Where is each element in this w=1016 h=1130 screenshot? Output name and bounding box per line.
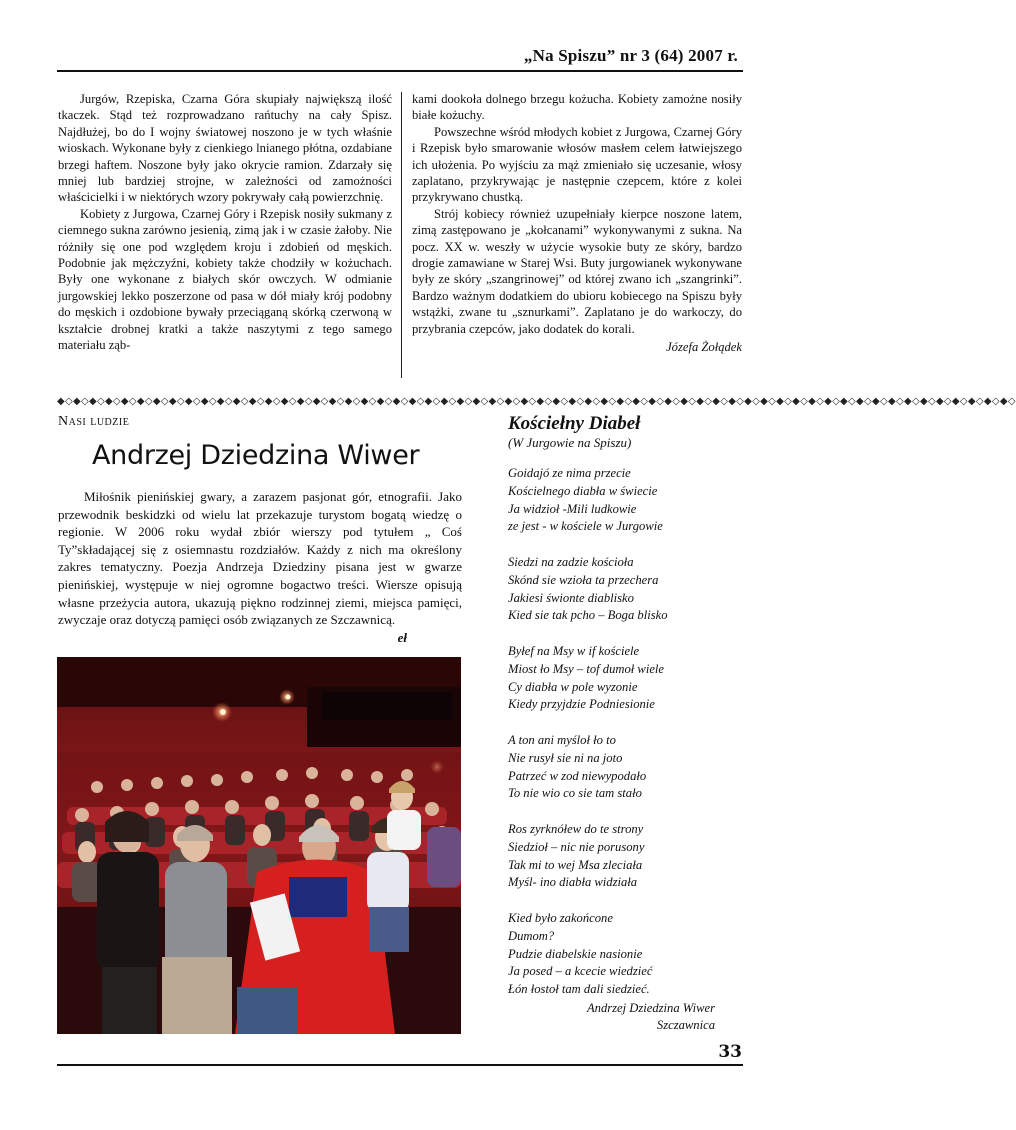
poem-author: Andrzej Dziedzina Wiwer xyxy=(586,1000,715,1015)
section-label: Nasi ludzie xyxy=(58,414,130,429)
article-initials: eł xyxy=(397,629,407,645)
poem-line: Myśl- ino diabła widziała xyxy=(508,875,638,890)
poem-line: Ja widzioł -Mili ludkowie xyxy=(508,501,637,516)
poem-line: Kied było zakońcone xyxy=(508,910,613,925)
poem-stanza xyxy=(508,910,743,999)
poem-line: Pudzie diabelskie nasionie xyxy=(508,946,643,961)
poem xyxy=(508,413,743,1034)
article-signature: Józefa Żołądek xyxy=(666,340,742,355)
poem-line: ze jest - w kościele w Jurgowie xyxy=(508,519,663,534)
column-separator xyxy=(401,92,402,378)
poem-stanza xyxy=(508,465,743,536)
poem-line: Siedzioł – nic nie porusony xyxy=(508,839,645,854)
poem-line: Jakiesi świonte diablisko xyxy=(508,590,634,605)
article-text: Miłośnik pienińskiej gwary, a zarazem pasjonat gór, etnografii. Jako przewodnik beskidzki od wielu lat przekazuje turystom bogatą wiedzę o regionie. W 2006 roku wydał zbiór wierszy pod tytułem „ Coś Ty”składającej się z osiemnastu rozdziałów. Każdy z nich ma określony zakres tematyczny. Poezja Andrzeja Dziedziny pisana jest w gwarze pienińskiej, występuje w niej ogromne bogactwo treści. Wiersze opisują własne przeżycia autora, ukazują piękno rodzinnej ziemi, miejsca pamięci, zwyczaje oraz dotyczą pamięci osób związanych ze Szczawnicą. xyxy=(58,489,462,628)
poem-line: Łón łostoł tam dali siedzieć. xyxy=(508,982,650,997)
poem-title: Kościełny Diabeł xyxy=(508,413,641,434)
poem-line: A ton ani myśloł ło to xyxy=(508,732,616,747)
page-number: 33 xyxy=(718,1042,742,1062)
poem-line: Siedzi na zadzie kościoła xyxy=(508,554,634,569)
top-article-paragraph: kami dookoła dolnego brzegu kożucha. Kobiety zamożne nosiły białe kożuchy. xyxy=(412,92,742,123)
poem-line: Ros zyrknółew do te strony xyxy=(508,821,644,836)
poem-stanza xyxy=(508,643,743,714)
poem-line: Byłef na Msy w if kościele xyxy=(508,643,640,658)
poem-place: Szczawnica xyxy=(656,1017,715,1032)
poem-stanza xyxy=(508,554,743,625)
poem-line: To nie wio co sie tam stało xyxy=(508,786,642,801)
article-body xyxy=(58,488,462,646)
poem-stanza xyxy=(508,732,743,803)
poem-line: Nie rusył sie ni na joto xyxy=(508,750,623,765)
top-article-paragraph: Strój kobiecy również uzupełniały kierpce noszone latem, zimą zastępowano je „kołcanami” wykonywanymi z sukna. Na pocz. XX w. weszły w użycie wysokie buty ze skóry, bardzo drogie zamawiane w Starej Wsi. Buty jurgowianek wykonywane były ze skóry „szangrinowej” od której zwano ich „szangrinki”. Bardzo ważnym dodatkiem do ubioru kobiecego na Spiszu były wstążki, zwane tu „sznurkami”. Zaplatano je do warkoczy, do przybrania czepców, jako dodatek do korali. xyxy=(412,206,742,336)
audience-photo-image xyxy=(57,657,461,1034)
footer-rule xyxy=(57,1064,743,1066)
ornament-divider: ◆◇◆◇◆◇◆◇◆◇◆◇◆◇◆◇◆◇◆◇◆◇◆◇◆◇◆◇◆◇◆◇◆◇◆◇◆◇◆◇◆◇◆◇◆◇◆◇◆◇◆◇◆◇◆◇◆◇◆◇◆◇◆◇◆◇◆◇◆◇◆◇◆◇◆◇◆◇◆◇◆◇◆◇◆◇◆◇◆◇◆◇◆◇◆◇◆◇◆◇◆◇◆◇◆◇◆◇◆◇◆◇◆◇◆◇◆◇◆◇ xyxy=(57,396,1016,407)
header-rule xyxy=(57,70,743,72)
poem-line: Kościelnego diabła w świecie xyxy=(508,483,658,498)
top-article-left-column xyxy=(58,91,392,354)
article-paragraph xyxy=(58,488,462,629)
top-article-paragraph: Jurgów, Rzepiska, Czarna Góra skupiały największą ilość tkaczek. Stąd też rozprowadzano rańtuchy na cały Spisz. Najdłużej, bo do I wojny światowej noszono je w tych właśnie wioskach. Wykonane były z cienkiego lnianego płótna, ozdabiane brzegi haftem. Noszone były jako okrycie ramion. Zdarzały się mniej lub bardziej strojne, w zależności od zamożności właścicielki i w niektórych wzory pokrywały całą powierzchnię. xyxy=(58,92,392,205)
article-title: Andrzej Dziedzina Wiwer xyxy=(92,440,420,471)
poem-line: Miost ło Msy – tof dumoł wiele xyxy=(508,661,665,676)
top-article-paragraph: Powszechne wśród młodych kobiet z Jurgowa, Czarnej Góry i Rzepisk było smarowanie włosów masłem celem łatwiejszego ich ułożenia. Po wyjściu za mąż zmieniało się uczesanie, włosy zaplatano, przykrywając je następnie czepcem, które z kolei przykrywano chustką. xyxy=(412,124,742,205)
poem-line: Tak mi to wej Msa zleciała xyxy=(508,857,643,872)
poem-line: Cy diabła w pole wyzonie xyxy=(508,679,638,694)
poem-line: Patrzeć w zod niewypodało xyxy=(508,768,647,783)
poem-line: Dumom? xyxy=(508,928,555,943)
poem-stanza xyxy=(508,821,743,892)
poem-line: Ja posed – a kcecie wiedzieć xyxy=(508,964,653,979)
top-article-paragraph: Kobiety z Jurgowa, Czarnej Góry i Rzepisk nosiły sukmany z ciemnego sukna zarówno jesienią, zimą jak i w czasie żałoby. Nie różniły się one pod względem kroju i zdobień od męskich. Podobnie jak mężczyźni, kobiety także chodziły w kożuchach. Były one wykonane z białych skór owczych. W odmianie jurgowskiej lekko poszerzone od pasa w dół miały krój podobny do męskich i ozdobione bywały przeciąganą skórką czerwoną w kształcie drobnej kratki a także naszytymi z tego samego materiału ząb- xyxy=(58,206,392,353)
poem-subtitle: (W Jurgowie na Spiszu) xyxy=(508,435,632,450)
running-header: „Na Spiszu” nr 3 (64) 2007 r. xyxy=(523,46,738,65)
audience-photo xyxy=(57,657,461,1034)
poem-line: Skónd sie wzioła ta przechera xyxy=(508,572,659,587)
poem-line: Kied sie tak pcho – Boga blisko xyxy=(508,608,668,623)
poem-line: Goidajó ze nima przecie xyxy=(508,466,631,480)
top-article-right-column xyxy=(412,91,742,356)
poem-line: Kiedy przyjdzie Podniesionie xyxy=(508,697,655,712)
